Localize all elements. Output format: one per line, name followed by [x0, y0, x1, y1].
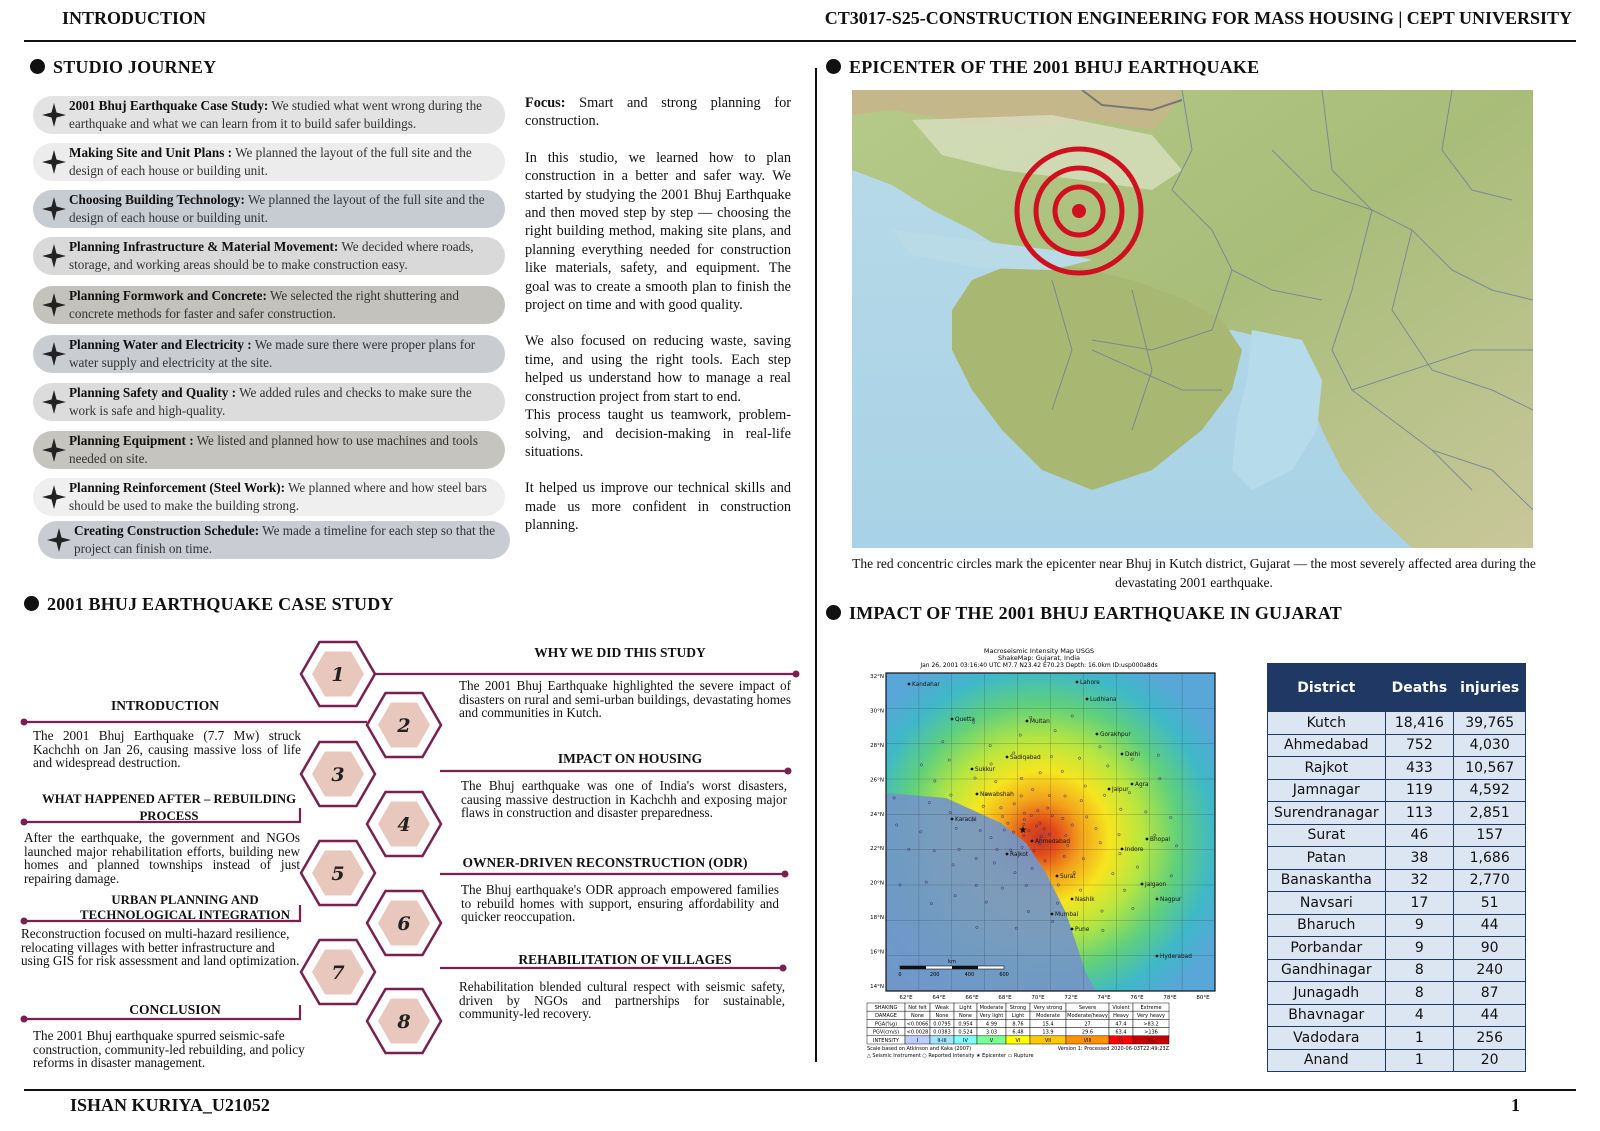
- district-cell: Rajkot: [1268, 757, 1386, 780]
- journey-item-title: 2001 Bhuj Earthquake Case Study:: [69, 98, 269, 113]
- usgs-intensity-map: [860, 646, 1218, 1074]
- deaths-cell: 1: [1385, 1027, 1454, 1050]
- deaths-cell: 38: [1385, 847, 1454, 870]
- step-hexagon: [301, 742, 375, 806]
- journey-item-text: We made a timeline for each step so that the project can finish on time.: [74, 523, 496, 556]
- journey-item-text: We made sure there were proper plans for water supply and electricity at the site.: [69, 337, 476, 370]
- legend-cell: DAMAGE: [875, 1013, 897, 1020]
- journey-item-text: We studied what went wrong during the earthquake and what we can learn from it to build safer buildings.: [69, 98, 483, 131]
- deaths-cell: 1: [1385, 1049, 1454, 1072]
- map-title: Macroseismic Intensity Map USGS: [983, 647, 1095, 655]
- deaths-cell: 119: [1385, 779, 1454, 802]
- injuries-cell: 39,765: [1454, 712, 1526, 735]
- city-label: Sukkur: [975, 767, 995, 773]
- legend-cell: SHAKING: [874, 1005, 898, 1011]
- district-cell: Anand: [1268, 1049, 1386, 1072]
- legend-cell: None: [910, 1013, 925, 1020]
- district-cell: Ahmedabad: [1268, 734, 1386, 757]
- journey-item-text: We selected the right shuttering and concrete methods for faster and safer construction.: [69, 288, 459, 321]
- step-number: 3: [331, 764, 345, 786]
- journey-item-title: Creating Construction Schedule:: [74, 523, 260, 538]
- injuries-cell: 4,030: [1454, 734, 1526, 757]
- table-row: [1268, 869, 1526, 892]
- legend-cell: Not felt: [908, 1005, 927, 1011]
- connector-dot: [21, 719, 28, 726]
- injuries-cell: 51: [1454, 892, 1526, 915]
- table-row: [1268, 1027, 1526, 1050]
- table-row: [1268, 779, 1526, 802]
- lon-tick-label: 78°E: [1163, 995, 1177, 1001]
- legend-cell: 8.76: [1012, 1021, 1024, 1028]
- lon-tick-label: 72°E: [1064, 995, 1078, 1001]
- lat-tick-label: 18°N: [870, 915, 884, 922]
- legend-cell: 29.6: [1081, 1029, 1094, 1036]
- city-label: Rajkot: [1010, 852, 1029, 858]
- scale-tick-label: 600: [999, 972, 1009, 978]
- legend-cell: Heavy: [1113, 1013, 1129, 1020]
- legend-note-left: Scale based on Atkinson and Kaka (2007): [867, 1046, 972, 1052]
- legend-cell: Very heavy: [1137, 1013, 1165, 1020]
- four-point-star-icon: [41, 196, 67, 222]
- step-hexagon: [367, 989, 441, 1053]
- legend-cell: VI: [1015, 1037, 1021, 1044]
- table-row: [1268, 802, 1526, 825]
- journey-item: [33, 286, 505, 324]
- lat-tick-label: 32°N: [870, 674, 884, 680]
- journey-item-title: Making Site and Unit Plans :: [69, 145, 233, 160]
- table-row: [1268, 734, 1526, 757]
- legend-cell: 0.0383: [933, 1029, 951, 1036]
- deaths-cell: 4: [1385, 1004, 1454, 1027]
- legend-cell: Weak: [935, 1005, 949, 1011]
- journey-item-text: We decided where roads, storage, and working areas should be to make construction easy.: [69, 239, 474, 272]
- connector-dot: [782, 871, 789, 878]
- district-cell: Gandhinagar: [1268, 959, 1386, 982]
- journey-item: [33, 383, 505, 421]
- rebuilding-text: After the earthquake, the government and NGOs launched major rehabilitation efforts, building new homes and planned townships instead of just repairing damage.: [24, 830, 300, 886]
- lat-tick-label: 22°N: [870, 846, 884, 853]
- rehab-heading: REHABILITATION OF VILLAGES: [518, 952, 732, 967]
- column-header: injuries: [1454, 664, 1526, 712]
- intro-heading: INTRODUCTION: [110, 698, 219, 713]
- why-text: The 2001 Bhuj Earthquake highlighted the severe impact of disasters on rural and semi-urban buildings, devastating homes and communities in Kutch.: [459, 678, 791, 721]
- injuries-cell: 240: [1454, 959, 1526, 982]
- city-label: Hyderabad: [1160, 954, 1192, 960]
- lon-tick-label: 64°E: [932, 995, 946, 1001]
- connector-dot: [21, 819, 28, 826]
- page-number: 1: [1511, 1095, 1520, 1115]
- four-point-star-icon: [41, 102, 67, 128]
- city-label: Kandahar: [912, 682, 940, 688]
- lat-tick-label: 20°N: [870, 880, 884, 887]
- column-header: Deaths: [1385, 664, 1454, 712]
- author-name: ISHAN KURIYA_U21052: [70, 1095, 270, 1115]
- injuries-cell: 44: [1454, 1004, 1526, 1027]
- focus-text: [525, 94, 791, 553]
- injuries-cell: 1,686: [1454, 847, 1526, 870]
- journey-item-text: We planned the layout of the full site and the design of each house or building unit.: [69, 192, 485, 225]
- four-point-star-icon: [41, 437, 67, 463]
- lon-tick-label: 68°E: [998, 995, 1012, 1001]
- step-number: 5: [331, 863, 345, 885]
- table-row: [1268, 914, 1526, 937]
- why-heading: WHY WE DID THIS STUDY: [534, 645, 706, 660]
- city-label: Multan: [1030, 719, 1050, 725]
- conclusion-text: The 2001 Bhuj earthquake spurred seismic-safe construction, community-led rebuilding, and policy reforms in disaster management.: [33, 1028, 305, 1071]
- intro-text: The 2001 Bhuj Earthquake (7.7 Mw) struck Kachchh on Jan 26, causing massive loss of life and widespread destruction.: [33, 728, 301, 771]
- scale-tick-label: 200: [929, 972, 940, 978]
- journey-item-title: Planning Infrastructure & Material Movement:: [69, 239, 339, 254]
- step-number: 7: [331, 962, 345, 984]
- legend-cell: 0.0795: [933, 1021, 951, 1028]
- studio-journey-heading: STUDIO JOURNEY: [30, 57, 216, 78]
- journey-item: [33, 335, 505, 373]
- legend-cell: INTENSITY: [873, 1037, 899, 1044]
- legend-cell: VII: [1044, 1037, 1052, 1044]
- step-number: 2: [397, 715, 411, 737]
- table-row: [1268, 1049, 1526, 1072]
- city-label: Nashik: [1075, 897, 1095, 903]
- district-cell: Navsari: [1268, 892, 1386, 915]
- legend-cell: V: [989, 1037, 994, 1044]
- city-label: Gorakhpur: [1100, 732, 1131, 738]
- focus-paragraph-1: In this studio, we learned how to plan construction in a better and safer way. We started by studying the 2001 Bhuj Earthquake and then moved step by step — choosing the right building method, making site plans, and planning everything needed for construction like materials, safety, and equipment. The goal was to create a smooth plan to finish the project on time and with good quality.: [525, 149, 791, 314]
- city-label: Sadiqabad: [1010, 755, 1041, 761]
- injuries-cell: 90: [1454, 937, 1526, 960]
- deaths-cell: 113: [1385, 802, 1454, 825]
- journey-item-text: We listed and planned how to use machines and tools needed on site.: [69, 433, 478, 466]
- conclusion-heading: CONCLUSION: [129, 1002, 221, 1017]
- legend-cell: Moderate: [1036, 1013, 1060, 1020]
- step-hexagon: [367, 891, 441, 955]
- city-label: Jalgaon: [1145, 882, 1167, 888]
- lat-tick-label: 16°N: [870, 949, 884, 956]
- page-section-label: INTRODUCTION: [62, 8, 207, 28]
- housing-heading: IMPACT ON HOUSING: [557, 751, 703, 766]
- deaths-cell: 18,416: [1385, 712, 1454, 735]
- four-point-star-icon: [41, 341, 67, 367]
- legend-cell: Violent: [1112, 1005, 1130, 1011]
- legend-cell: 6.48: [1012, 1029, 1024, 1036]
- connector-dot: [21, 1016, 28, 1023]
- four-point-star-icon: [41, 389, 67, 415]
- injuries-cell: 256: [1454, 1027, 1526, 1050]
- city-label: Ludhiana: [1090, 697, 1117, 703]
- legend-cell: <0.0066: [906, 1021, 929, 1028]
- legend-cell: None: [958, 1013, 973, 1020]
- district-cell: Porbandar: [1268, 937, 1386, 960]
- step-number: 6: [397, 913, 411, 935]
- district-cell: Patan: [1268, 847, 1386, 870]
- step-number: 4: [397, 814, 411, 836]
- city-label: Jaipur: [1112, 787, 1129, 793]
- step-hexagon: [301, 841, 375, 905]
- epicenter-marker: [1017, 149, 1141, 273]
- injuries-cell: 20: [1454, 1049, 1526, 1072]
- legend-cell: X+: [1147, 1037, 1155, 1044]
- table-row: [1268, 712, 1526, 735]
- course-title: CT3017-S25-CONSTRUCTION ENGINEERING FOR MASS HOUSING | CEPT UNIVERSITY: [824, 8, 1572, 28]
- city-label: Indore: [1125, 847, 1144, 853]
- district-cell: Surendranagar: [1268, 802, 1386, 825]
- district-cell: Surat: [1268, 824, 1386, 847]
- lat-tick-label: 14°N: [870, 984, 884, 990]
- four-point-star-icon: [41, 149, 67, 175]
- district-cell: Bhavnagar: [1268, 1004, 1386, 1027]
- map-caption: The red concentric circles mark the epicenter near Bhuj in Kutch district, Gujarat — the most severely affected area during the devastating 2001 earthquake.: [852, 556, 1536, 590]
- table-row: [1268, 1004, 1526, 1027]
- top-rule: [24, 40, 1576, 42]
- rebuilding-heading: WHAT HAPPENED AFTER – REBUILDING PROCESS: [41, 792, 297, 823]
- scale-tick-label: 0: [898, 972, 902, 978]
- bullet-icon: [826, 605, 841, 620]
- lon-tick-label: 70°E: [1031, 995, 1045, 1001]
- legend-cell: IX: [1118, 1037, 1124, 1044]
- lon-tick-label: 80°E: [1196, 995, 1210, 1001]
- city-label: Delhi: [1125, 752, 1140, 758]
- lat-tick-label: 26°N: [870, 777, 884, 784]
- legend-symbols: △ Seismic Instrument ○ Reported Intensity ★ Epicenter ▭ Rupture: [867, 1053, 1034, 1060]
- city-label: Pune: [1075, 927, 1090, 933]
- city-label: Surat: [1060, 874, 1076, 880]
- deaths-cell: 9: [1385, 937, 1454, 960]
- journey-item-text: We planned the layout of the full site and the design of each house or building unit.: [69, 145, 472, 178]
- legend-cell: Light: [1011, 1013, 1025, 1020]
- legend-cell: PGV(cm/s): [872, 1029, 900, 1036]
- district-cell: Bharuch: [1268, 914, 1386, 937]
- scale-tick-label: 400: [964, 972, 975, 978]
- injuries-cell: 4,592: [1454, 779, 1526, 802]
- city-label: Quetta: [955, 717, 975, 723]
- step-hexagon: [301, 940, 375, 1004]
- journey-item-title: Planning Safety and Quality :: [69, 385, 237, 400]
- odr-text: The Bhuj earthquake's ODR approach empowered families to rebuild homes with support, ensuring affordability and quicker reoccupation.: [461, 882, 779, 925]
- rehab-text: Rehabilitation blended cultural respect with seismic safety, driven by NGOs and partnerships for sustainable, community-led recovery.: [459, 979, 785, 1022]
- lon-tick-label: 62°E: [899, 995, 913, 1001]
- journey-item: [33, 478, 505, 516]
- journey-item-text: We planned where and how steel bars should be used to make the building strong.: [69, 480, 487, 513]
- city-label: Agra: [1135, 782, 1149, 788]
- deaths-cell: 8: [1385, 982, 1454, 1005]
- city-label: Karachi: [955, 817, 977, 823]
- legend-cell: VIII: [1083, 1037, 1092, 1044]
- epicenter-star-icon: ★: [1018, 825, 1028, 836]
- urban-planning-heading: URBAN PLANNING AND TECHNOLOGICAL INTEGRATION: [80, 893, 290, 922]
- journey-item-title: Planning Reinforcement (Steel Work):: [69, 480, 285, 495]
- four-point-star-icon: [41, 243, 67, 269]
- lon-tick-label: 74°E: [1097, 995, 1111, 1001]
- focus-paragraph-2: We also focused on reducing waste, saving time, and using the right tools. Each step helped us understand how to manage a real construction project from start to end.: [525, 333, 791, 405]
- journey-item: [33, 143, 505, 181]
- focus-label: Focus:: [525, 95, 566, 111]
- legend-cell: <0.0028: [906, 1029, 929, 1036]
- deaths-cell: 46: [1385, 824, 1454, 847]
- district-cell: Kutch: [1268, 712, 1386, 735]
- step-hexagon: [367, 693, 441, 757]
- column-header: District: [1268, 664, 1386, 712]
- journey-item-title: Choosing Building Technology:: [69, 192, 245, 207]
- legend-cell: Moderate/heavy: [1067, 1013, 1108, 1020]
- connector-dot: [785, 768, 792, 775]
- table-row: [1268, 824, 1526, 847]
- case-study-heading: 2001 BHUJ EARTHQUAKE CASE STUDY: [24, 594, 394, 615]
- legend-cell: Very strong: [1033, 1005, 1063, 1011]
- four-point-star-icon: [41, 484, 67, 510]
- city-label: Mumbai: [1055, 912, 1079, 918]
- legend-cell: 0.524: [958, 1029, 973, 1036]
- legend-cell: Strong: [1009, 1005, 1027, 1011]
- deaths-cell: 9: [1385, 914, 1454, 937]
- deaths-cell: 752: [1385, 734, 1454, 757]
- city-label: Bhopal: [1150, 837, 1171, 843]
- housing-text: The Bhuj earthquake was one of India's worst disasters, causing massive destruction in Kachchh and exposing major flaws in construction and disaster preparedness.: [461, 778, 787, 821]
- legend-cell: PGA(%g): [874, 1021, 898, 1028]
- impact-heading: IMPACT OF THE 2001 BHUJ EARTHQUAKE IN GUJARAT: [826, 603, 1342, 624]
- district-cell: Jamnagar: [1268, 779, 1386, 802]
- four-point-star-icon: [46, 527, 72, 553]
- injuries-cell: 87: [1454, 982, 1526, 1005]
- epicenter-heading: EPICENTER OF THE 2001 BHUJ EARTHQUAKE: [826, 57, 1259, 78]
- deaths-cell: 433: [1385, 757, 1454, 780]
- step-hexagon: [367, 792, 441, 856]
- legend-cell: 15.4: [1042, 1021, 1054, 1028]
- casualty-table: [1267, 663, 1526, 1072]
- journey-item-title: Planning Formwork and Concrete:: [69, 288, 267, 303]
- focus-lead: Smart and strong planning for construction.: [525, 95, 791, 130]
- urban-planning-text: Reconstruction focused on multi-hazard resilience, relocating villages with better infrastructure and using GIS for risk assessment and land optimization.: [21, 926, 300, 969]
- legend-cell: >136: [1144, 1029, 1158, 1036]
- district-cell: Vadodara: [1268, 1027, 1386, 1050]
- legend-cell: 63.4: [1115, 1029, 1127, 1036]
- lon-tick-label: 66°E: [965, 995, 979, 1001]
- legend-cell: 4.99: [985, 1021, 998, 1028]
- table-row: [1268, 959, 1526, 982]
- district-cell: Banaskantha: [1268, 869, 1386, 892]
- lat-tick-label: 24°N: [870, 811, 884, 818]
- district-cell: Junagadh: [1268, 982, 1386, 1005]
- deaths-cell: 8: [1385, 959, 1454, 982]
- four-point-star-icon: [41, 292, 67, 318]
- legend-cell: I: [916, 1037, 919, 1044]
- city-label: Nagpur: [1160, 897, 1182, 903]
- table-header-row: [1268, 664, 1526, 712]
- journey-item: [33, 237, 505, 275]
- injuries-cell: 10,567: [1454, 757, 1526, 780]
- journey-item: [33, 431, 505, 469]
- legend-cell: Very light: [979, 1013, 1004, 1020]
- lat-tick-label: 30°N: [870, 708, 884, 715]
- scale-unit-label: km: [948, 959, 956, 965]
- table-row: [1268, 757, 1526, 780]
- journey-item-text: We added rules and checks to make sure the work is safe and high-quality.: [69, 385, 472, 418]
- map-event-line: Jan 26, 2001 03:16:40 UTC M7.7 N23.42 E70.23 Depth: 16.0km ID:usp000a8ds: [920, 662, 1158, 669]
- legend-cell: 13.9: [1042, 1029, 1054, 1036]
- connector-dot: [21, 918, 28, 925]
- deaths-cell: 17: [1385, 892, 1454, 915]
- legend-cell: II-III: [937, 1037, 947, 1044]
- lon-tick-label: 76°E: [1130, 995, 1144, 1001]
- deaths-cell: 32: [1385, 869, 1454, 892]
- step-number: 1: [331, 664, 345, 686]
- lat-tick-label: 28°N: [870, 742, 884, 749]
- focus-paragraph-3: This process taught us teamwork, problem-solving, and decision-making in real-life situations.: [525, 407, 791, 460]
- journey-item: [38, 521, 510, 559]
- connector-dot: [793, 671, 800, 678]
- city-label: Ahmedabad: [1035, 839, 1070, 845]
- injuries-cell: 2,851: [1454, 802, 1526, 825]
- gujarat-relief-map: [852, 90, 1533, 548]
- legend-cell: Light: [959, 1005, 972, 1011]
- legend-cell: 0.954: [958, 1021, 973, 1028]
- injuries-cell: 157: [1454, 824, 1526, 847]
- table-row: [1268, 982, 1526, 1005]
- bullet-icon: [826, 59, 841, 74]
- connector-dot: [780, 965, 787, 972]
- injuries-cell: 2,770: [1454, 869, 1526, 892]
- legend-note-right: Version 1: Processed 2020-06-03T22:49:23Z: [1057, 1046, 1169, 1052]
- bottom-rule: [24, 1089, 1576, 1091]
- step-number: 8: [397, 1011, 411, 1033]
- legend-cell: >83.2: [1143, 1021, 1159, 1028]
- table-row: [1268, 847, 1526, 870]
- table-row: [1268, 937, 1526, 960]
- journey-item-title: Planning Equipment :: [69, 433, 194, 448]
- journey-item: [33, 96, 505, 134]
- table-row: [1268, 892, 1526, 915]
- legend-cell: 27: [1084, 1021, 1091, 1028]
- bullet-icon: [24, 596, 39, 611]
- legend-cell: None: [935, 1013, 949, 1020]
- odr-heading: OWNER-DRIVEN RECONSTRUCTION (ODR): [462, 855, 748, 870]
- city-label: Nawabshah: [980, 792, 1014, 798]
- city-label: Lahore: [1080, 680, 1100, 686]
- map-subtitle: ShakeMap: Gujarat, India: [998, 654, 1080, 662]
- legend-cell: IV: [963, 1037, 968, 1044]
- column-divider: [815, 68, 817, 1062]
- journey-item-title: Planning Water and Electricity :: [69, 337, 252, 352]
- legend-cell: 3.03: [985, 1029, 998, 1036]
- step-hexagon: [301, 642, 375, 706]
- journey-item: [33, 190, 505, 228]
- legend-cell: Severe: [1078, 1005, 1097, 1011]
- focus-paragraph-4: It helped us improve our technical skills and made us more confident in construction planning.: [525, 480, 791, 534]
- legend-cell: Moderate: [979, 1005, 1004, 1011]
- bullet-icon: [30, 59, 45, 74]
- injuries-cell: 44: [1454, 914, 1526, 937]
- legend-cell: 47.4: [1115, 1021, 1127, 1028]
- legend-cell: Extreme: [1140, 1005, 1162, 1011]
